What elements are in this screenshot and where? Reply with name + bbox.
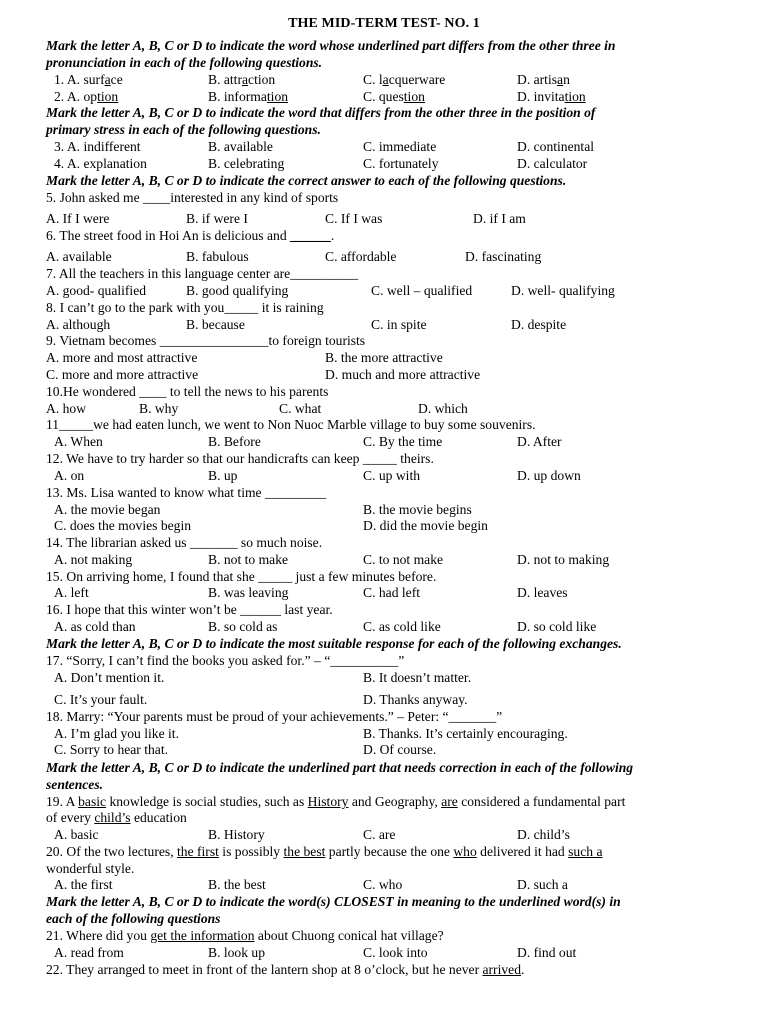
question-options-row bbox=[0, 139, 768, 156]
option-d: D. fascinating bbox=[465, 249, 542, 264]
option-c: C. question bbox=[363, 89, 425, 104]
section-instruction bbox=[0, 777, 768, 794]
option-b: B. celebrating bbox=[208, 156, 285, 171]
question-options-row bbox=[0, 317, 768, 334]
option-b: B. attraction bbox=[208, 72, 276, 87]
option-c: C. who bbox=[363, 877, 403, 892]
option-a: A. good- qualified bbox=[46, 283, 147, 298]
option-a: 1. A. surface bbox=[54, 72, 123, 87]
question-text: 14. The librarian asked us _______ so much noise. bbox=[46, 535, 323, 550]
question-options-row bbox=[0, 211, 768, 228]
question-stem bbox=[0, 653, 768, 670]
option-c: C. does the movies begin bbox=[54, 518, 192, 533]
section-instruction bbox=[0, 173, 768, 190]
option-d: D. artisan bbox=[517, 72, 570, 87]
option-c: C. had left bbox=[363, 585, 421, 600]
option-d: D. invitation bbox=[517, 89, 586, 104]
option-a: A. Don’t mention it. bbox=[54, 670, 165, 685]
question-options-row bbox=[0, 249, 768, 266]
option-d: D. After bbox=[517, 434, 562, 449]
option-a: A. the first bbox=[54, 877, 113, 892]
instruction-line: Mark the letter A, B, C or D to indicate the most suitable response for each of the following exchanges. bbox=[46, 636, 622, 651]
question-text: of every child’s education bbox=[46, 810, 187, 825]
question-stem bbox=[0, 794, 768, 811]
question-text: 5. John asked me ____interested in any kind of sports bbox=[46, 190, 339, 205]
option-b: B. if were I bbox=[186, 211, 248, 226]
option-c: C. in spite bbox=[371, 317, 427, 332]
question-text: 11_____we had eaten lunch, we went to Non Nuoc Marble village to buy some souvenirs. bbox=[46, 417, 536, 432]
question-options-row bbox=[0, 552, 768, 569]
instruction-line: Mark the letter A, B, C or D to indicate the word that differs from the other three in the position of bbox=[46, 105, 596, 120]
option-b: B. the best bbox=[208, 877, 266, 892]
option-b: B. information bbox=[208, 89, 289, 104]
instruction-line: Mark the letter A, B, C or D to indicate the correct answer to each of the following questions. bbox=[46, 173, 567, 188]
question-stem bbox=[0, 928, 768, 945]
question-options-row bbox=[0, 945, 768, 962]
question-text: 21. Where did you get the information about Chuong conical hat village? bbox=[46, 928, 444, 943]
question-text: 17. “Sorry, I can’t find the books you asked for.” – “__________” bbox=[46, 653, 405, 668]
option-b: B. Thanks. It’s certainly encouraging. bbox=[363, 726, 568, 741]
question-text: 15. On arriving home, I found that she _____ just a few minutes before. bbox=[46, 569, 437, 584]
question-options-row bbox=[0, 468, 768, 485]
option-c: C. more and more attractive bbox=[46, 367, 199, 382]
section-instruction bbox=[0, 894, 768, 911]
question-options-row bbox=[0, 619, 768, 636]
question-stem bbox=[0, 602, 768, 619]
question-stem bbox=[0, 485, 768, 502]
question-options-row bbox=[0, 518, 768, 535]
option-a: A. the movie began bbox=[54, 502, 161, 517]
option-c: C. to not make bbox=[363, 552, 444, 567]
option-b: B. up bbox=[208, 468, 238, 483]
option-a: A. as cold than bbox=[54, 619, 136, 634]
option-b: B. not to make bbox=[208, 552, 289, 567]
option-c: C. as cold like bbox=[363, 619, 441, 634]
option-d: D. continental bbox=[517, 139, 595, 154]
question-text: 22. They arranged to meet in front of the lantern shop at 8 o’clock, but he never arrived. bbox=[46, 962, 525, 977]
option-d: D. Of course. bbox=[363, 742, 437, 757]
section-instruction bbox=[0, 911, 768, 928]
question-stem bbox=[0, 266, 768, 283]
question-stem bbox=[0, 417, 768, 434]
question-options-row bbox=[0, 726, 768, 743]
question-options-row bbox=[0, 502, 768, 519]
option-a: A. although bbox=[46, 317, 111, 332]
question-text: wonderful style. bbox=[46, 861, 135, 876]
question-options-row bbox=[0, 434, 768, 451]
question-text: 19. A basic knowledge is social studies, such as History and Geography, are considered a fundamental part bbox=[46, 794, 626, 809]
option-a: A. on bbox=[54, 468, 85, 483]
option-d: D. child’s bbox=[517, 827, 570, 842]
section-instruction bbox=[0, 122, 768, 139]
section-instruction bbox=[0, 55, 768, 72]
question-stem bbox=[0, 535, 768, 552]
question-stem bbox=[0, 228, 768, 245]
option-c: C. well – qualified bbox=[371, 283, 473, 298]
option-d: D. which bbox=[418, 401, 468, 416]
option-a: A. When bbox=[54, 434, 103, 449]
option-a: A. how bbox=[46, 401, 87, 416]
question-options-row bbox=[0, 827, 768, 844]
option-a: 4. A. explanation bbox=[54, 156, 147, 171]
option-c: C. lacquerware bbox=[363, 72, 446, 87]
option-d: D. find out bbox=[517, 945, 577, 960]
option-d: D. despite bbox=[511, 317, 567, 332]
instruction-line: sentences. bbox=[46, 777, 104, 792]
option-d: D. so cold like bbox=[517, 619, 597, 634]
question-text: 6. The street food in Hoi An is delicious and ______. bbox=[46, 228, 335, 243]
option-a: A. If I were bbox=[46, 211, 110, 226]
section-instruction bbox=[0, 38, 768, 55]
option-b: B. why bbox=[139, 401, 179, 416]
option-a: A. left bbox=[54, 585, 89, 600]
option-d: D. much and more attractive bbox=[325, 367, 481, 382]
option-a: A. more and most attractive bbox=[46, 350, 198, 365]
option-c: C. immediate bbox=[363, 139, 437, 154]
question-options-row bbox=[0, 283, 768, 300]
option-c: C. up with bbox=[363, 468, 421, 483]
option-a: 2. A. option bbox=[54, 89, 119, 104]
option-c: C. It’s your fault. bbox=[54, 692, 148, 707]
question-stem bbox=[0, 569, 768, 586]
option-d: D. leaves bbox=[517, 585, 568, 600]
instruction-line: Mark the letter A, B, C or D to indicate the word(s) CLOSEST in meaning to the underlined word(s) in bbox=[46, 894, 621, 909]
option-b: B. the more attractive bbox=[325, 350, 443, 365]
option-d: D. Thanks anyway. bbox=[363, 692, 468, 707]
option-b: B. available bbox=[208, 139, 273, 154]
option-c: C. If I was bbox=[325, 211, 383, 226]
question-stem bbox=[0, 333, 768, 350]
option-a: A. I’m glad you like it. bbox=[54, 726, 179, 741]
option-a: A. read from bbox=[54, 945, 124, 960]
question-options-row bbox=[0, 742, 768, 759]
option-d: D. such a bbox=[517, 877, 568, 892]
question-text: 7. All the teachers in this language center are__________ bbox=[46, 266, 359, 281]
question-options-row bbox=[0, 89, 768, 106]
option-d: D. calculator bbox=[517, 156, 588, 171]
question-stem bbox=[0, 384, 768, 401]
question-options-row bbox=[0, 156, 768, 173]
option-b: B. It doesn’t matter. bbox=[363, 670, 472, 685]
option-d: D. if I am bbox=[473, 211, 526, 226]
section-instruction bbox=[0, 105, 768, 122]
option-a: A. available bbox=[46, 249, 112, 264]
question-stem bbox=[0, 300, 768, 317]
question-stem bbox=[0, 190, 768, 207]
option-b: B. so cold as bbox=[208, 619, 278, 634]
section-instruction bbox=[0, 760, 768, 777]
question-stem bbox=[0, 810, 768, 827]
question-text: 12. We have to try harder so that our handicrafts can keep _____ theirs. bbox=[46, 451, 434, 466]
question-options-row bbox=[0, 350, 768, 367]
option-c: C. are bbox=[363, 827, 396, 842]
question-options-row bbox=[0, 585, 768, 602]
question-stem bbox=[0, 962, 768, 979]
question-options-row bbox=[0, 877, 768, 894]
option-c: C. what bbox=[279, 401, 322, 416]
instruction-line: Mark the letter A, B, C or D to indicate the underlined part that needs correction in each of the following bbox=[46, 760, 634, 775]
option-c: C. fortunately bbox=[363, 156, 439, 171]
option-c: C. look into bbox=[363, 945, 428, 960]
question-stem bbox=[0, 709, 768, 726]
question-text: 8. I can’t go to the park with you_____ it is raining bbox=[46, 300, 324, 315]
question-options-row bbox=[0, 692, 768, 709]
question-stem bbox=[0, 844, 768, 861]
option-b: B. look up bbox=[208, 945, 266, 960]
question-options-row bbox=[0, 72, 768, 89]
question-options-row bbox=[0, 670, 768, 687]
option-a: A. not making bbox=[54, 552, 133, 567]
question-text: 9. Vietnam becomes ________________to foreign tourists bbox=[46, 333, 366, 348]
option-b: B. fabulous bbox=[186, 249, 249, 264]
option-c: C. By the time bbox=[363, 434, 443, 449]
option-b: B. Before bbox=[208, 434, 261, 449]
option-a: A. basic bbox=[54, 827, 99, 842]
option-d: D. not to making bbox=[517, 552, 610, 567]
question-stem bbox=[0, 861, 768, 878]
option-c: C. affordable bbox=[325, 249, 397, 264]
question-text: 10.He wondered ____ to tell the news to his parents bbox=[46, 384, 329, 399]
option-b: B. good qualifying bbox=[186, 283, 289, 298]
question-options-row bbox=[0, 401, 768, 418]
question-text: 16. I hope that this winter won’t be ______ last year. bbox=[46, 602, 333, 617]
option-b: B. History bbox=[208, 827, 265, 842]
question-text: 18. Marry: “Your parents must be proud of your achievements.” – Peter: “_______” bbox=[46, 709, 503, 724]
option-d: D. up down bbox=[517, 468, 581, 483]
option-c: C. Sorry to hear that. bbox=[54, 742, 169, 757]
section-instruction bbox=[0, 636, 768, 653]
question-options-row bbox=[0, 367, 768, 384]
option-b: B. was leaving bbox=[208, 585, 289, 600]
option-b: B. because bbox=[186, 317, 245, 332]
question-text: 13. Ms. Lisa wanted to know what time _________ bbox=[46, 485, 327, 500]
option-a: 3. A. indifferent bbox=[54, 139, 141, 154]
instruction-line: each of the following questions bbox=[46, 911, 221, 926]
option-d: D. well- qualifying bbox=[511, 283, 615, 298]
page-title: THE MID-TERM TEST- NO. 1 bbox=[288, 16, 480, 31]
option-b: B. the movie begins bbox=[363, 502, 472, 517]
question-stem bbox=[0, 451, 768, 468]
instruction-line: primary stress in each of the following questions. bbox=[46, 122, 321, 137]
question-text: 20. Of the two lectures, the first is possibly the best partly because the one who delivered it had such a bbox=[46, 844, 603, 859]
instruction-line: Mark the letter A, B, C or D to indicate the word whose underlined part differs from the other three in bbox=[46, 38, 616, 53]
instruction-line: pronunciation in each of the following questions. bbox=[46, 55, 323, 70]
option-d: D. did the movie begin bbox=[363, 518, 488, 533]
